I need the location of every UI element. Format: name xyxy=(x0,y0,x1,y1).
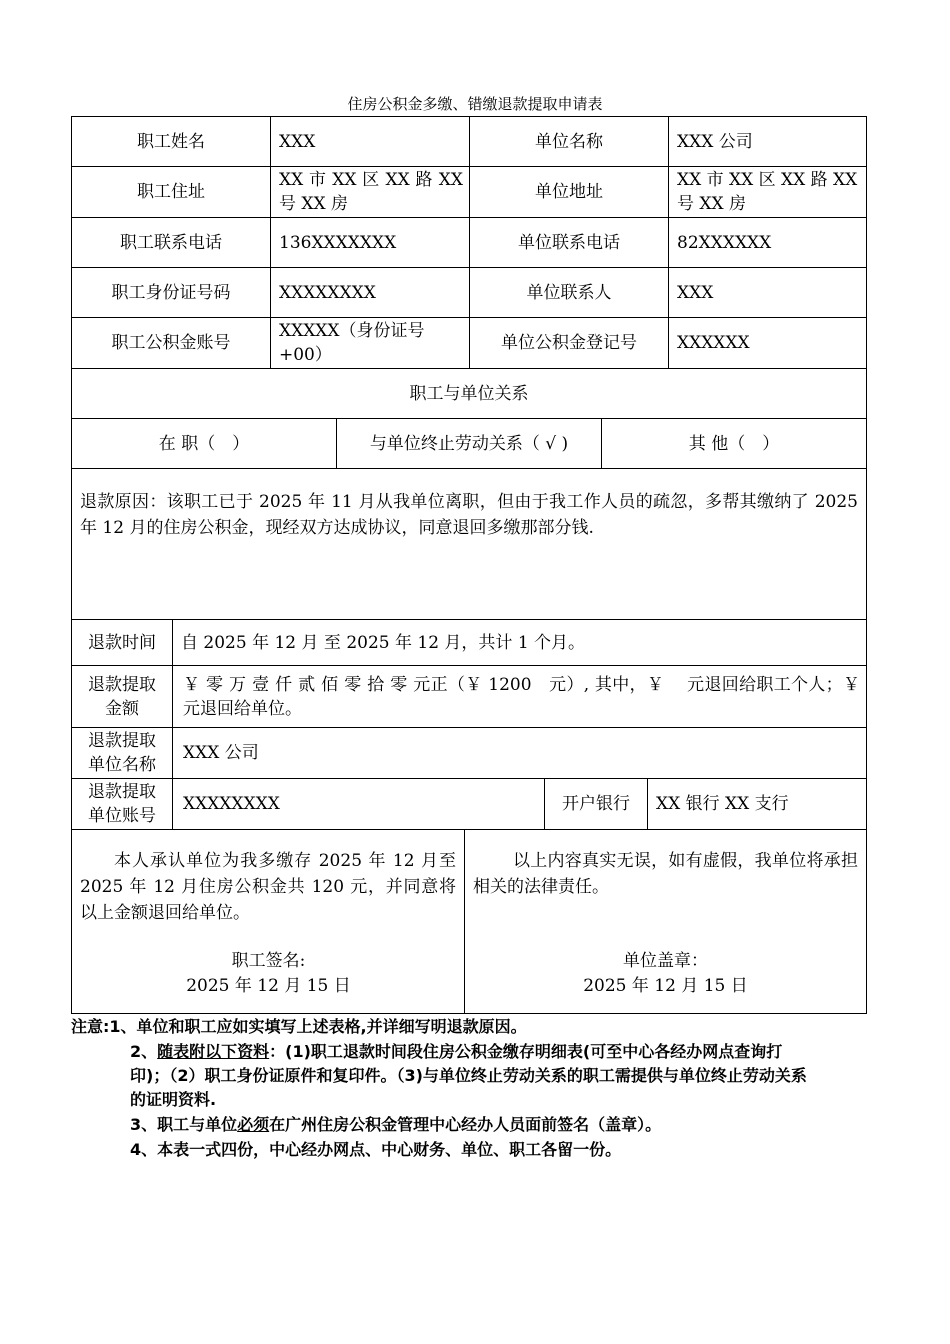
payee-name-value: XXX 公司 xyxy=(173,728,866,779)
company-contact-value: XXX xyxy=(669,268,866,318)
relation-header: 职工与单位关系 xyxy=(72,369,866,419)
refund-reason-text: 退款原因：该职工已于 2025 年 11 月从我单位离职，但由于我工作人员的疏忽，多帮其缴纳了 2025 年 12 月的住房公积金，现经双方达成协议，同意退回多缴那部分钱. xyxy=(80,492,858,538)
company-phone-label: 单位联系电话 xyxy=(470,218,669,268)
payee-name-label: 退款提取单位名称 xyxy=(72,728,173,779)
note-1: 注意:1、单位和职工应如实填写上述表格,并详细写明退款原因。 xyxy=(71,1017,527,1036)
employee-phone-value: 136XXXXXXX xyxy=(271,218,470,268)
employee-fund-account-value: XXXXX（身份证号+00） xyxy=(271,318,470,369)
employee-statement-text: 本人承认单位为我多缴存 2025 年 12 月至 2025 年 12 月住房公积金共 120 元，并同意将以上金额退回给单位。 xyxy=(80,851,456,923)
company-contact-label: 单位联系人 xyxy=(470,268,669,318)
payee-account-value: XXXXXXXX xyxy=(173,779,545,830)
relation-option-terminated[interactable]: 与单位终止劳动关系（ √ ) xyxy=(337,419,602,469)
bank-value: XX 银行 XX 支行 xyxy=(648,779,866,830)
company-seal-date: 2025 年 12 月 15 日 xyxy=(583,976,748,996)
payee-account-label: 退款提取单位账号 xyxy=(72,779,173,830)
employee-fund-account-label: 职工公积金账号 xyxy=(72,318,271,369)
company-name-value: XXX 公司 xyxy=(669,117,866,167)
note-2 xyxy=(130,1040,820,1112)
employee-address-value: XX 市 XX 区 XX 路 XX 号 XX 房 xyxy=(271,167,470,218)
employee-address-label: 职工住址 xyxy=(72,167,271,218)
company-name-label: 单位名称 xyxy=(470,117,669,167)
employee-name-label: 职工姓名 xyxy=(72,117,271,167)
application-form-table xyxy=(71,116,883,1014)
company-phone-value: 82XXXXXX xyxy=(669,218,866,268)
note-4: 4、本表一式四份，中心经办网点、中心财务、单位、职工各留一份。 xyxy=(130,1140,622,1159)
note-3 xyxy=(130,1113,866,1137)
company-address-label: 单位地址 xyxy=(470,167,669,218)
employee-signature-label: 职工签名: xyxy=(231,951,306,971)
note-3-rest: 在广州住房公积金管理中心经办人员面前签名（盖章）。 xyxy=(269,1115,662,1134)
refund-period-value: 自 2025 年 12 月 至 2025 年 12 月，共计 1 个月。 xyxy=(173,620,866,666)
form-title: 住房公积金多缴、错缴退款提取申请表 xyxy=(347,95,603,113)
employee-phone-label: 职工联系电话 xyxy=(72,218,271,268)
refund-amount-label: 退款提取金额 xyxy=(72,666,173,728)
company-address-value: XX 市 XX 区 XX 路 XX 号 XX 房 xyxy=(669,167,866,218)
refund-reason-cell xyxy=(72,469,866,620)
company-seal-label: 单位盖章： xyxy=(623,951,708,971)
relation-option-employed[interactable]: 在 职（ ） xyxy=(72,419,337,469)
refund-amount-value: ￥ 零 万 壹 仟 贰 佰 零 拾 零 元正（￥ 1200 元）, 其中，￥ 元退回给职工个人；￥ 元退回给单位。 xyxy=(173,666,866,728)
note-2-underline: 随表附以下资料 xyxy=(157,1042,270,1061)
employee-id-label: 职工身份证号码 xyxy=(72,268,271,318)
employee-id-value: XXXXXXXX xyxy=(271,268,470,318)
note-3-prefix: 3、职工与单位 xyxy=(130,1115,238,1134)
refund-period-label: 退款时间 xyxy=(72,620,173,666)
employee-name-value: XXX xyxy=(271,117,470,167)
note-2-prefix: 2、 xyxy=(130,1042,158,1061)
note-2-rest: ：(1)职工退款时间段住房公积金缴存明细表(可至中心各经办网点查询打印)；（2）职工身份证原件和复印件。（3)与单位终止劳动关系的职工需提供与单位终止劳动关系的证明资料. xyxy=(130,1042,807,1109)
company-fund-registration-value: XXXXXX xyxy=(669,318,866,369)
company-fund-registration-label: 单位公积金登记号 xyxy=(470,318,669,369)
bank-label: 开户银行 xyxy=(545,779,648,830)
employee-sign-date: 2025 年 12 月 15 日 xyxy=(186,976,351,996)
relation-option-other[interactable]: 其 他（ ） xyxy=(602,419,866,469)
note-3-underline: 必须 xyxy=(237,1115,270,1134)
company-statement-text: 以上内容真实无误，如有虚假，我单位将承担相关的法律责任。 xyxy=(473,851,858,897)
